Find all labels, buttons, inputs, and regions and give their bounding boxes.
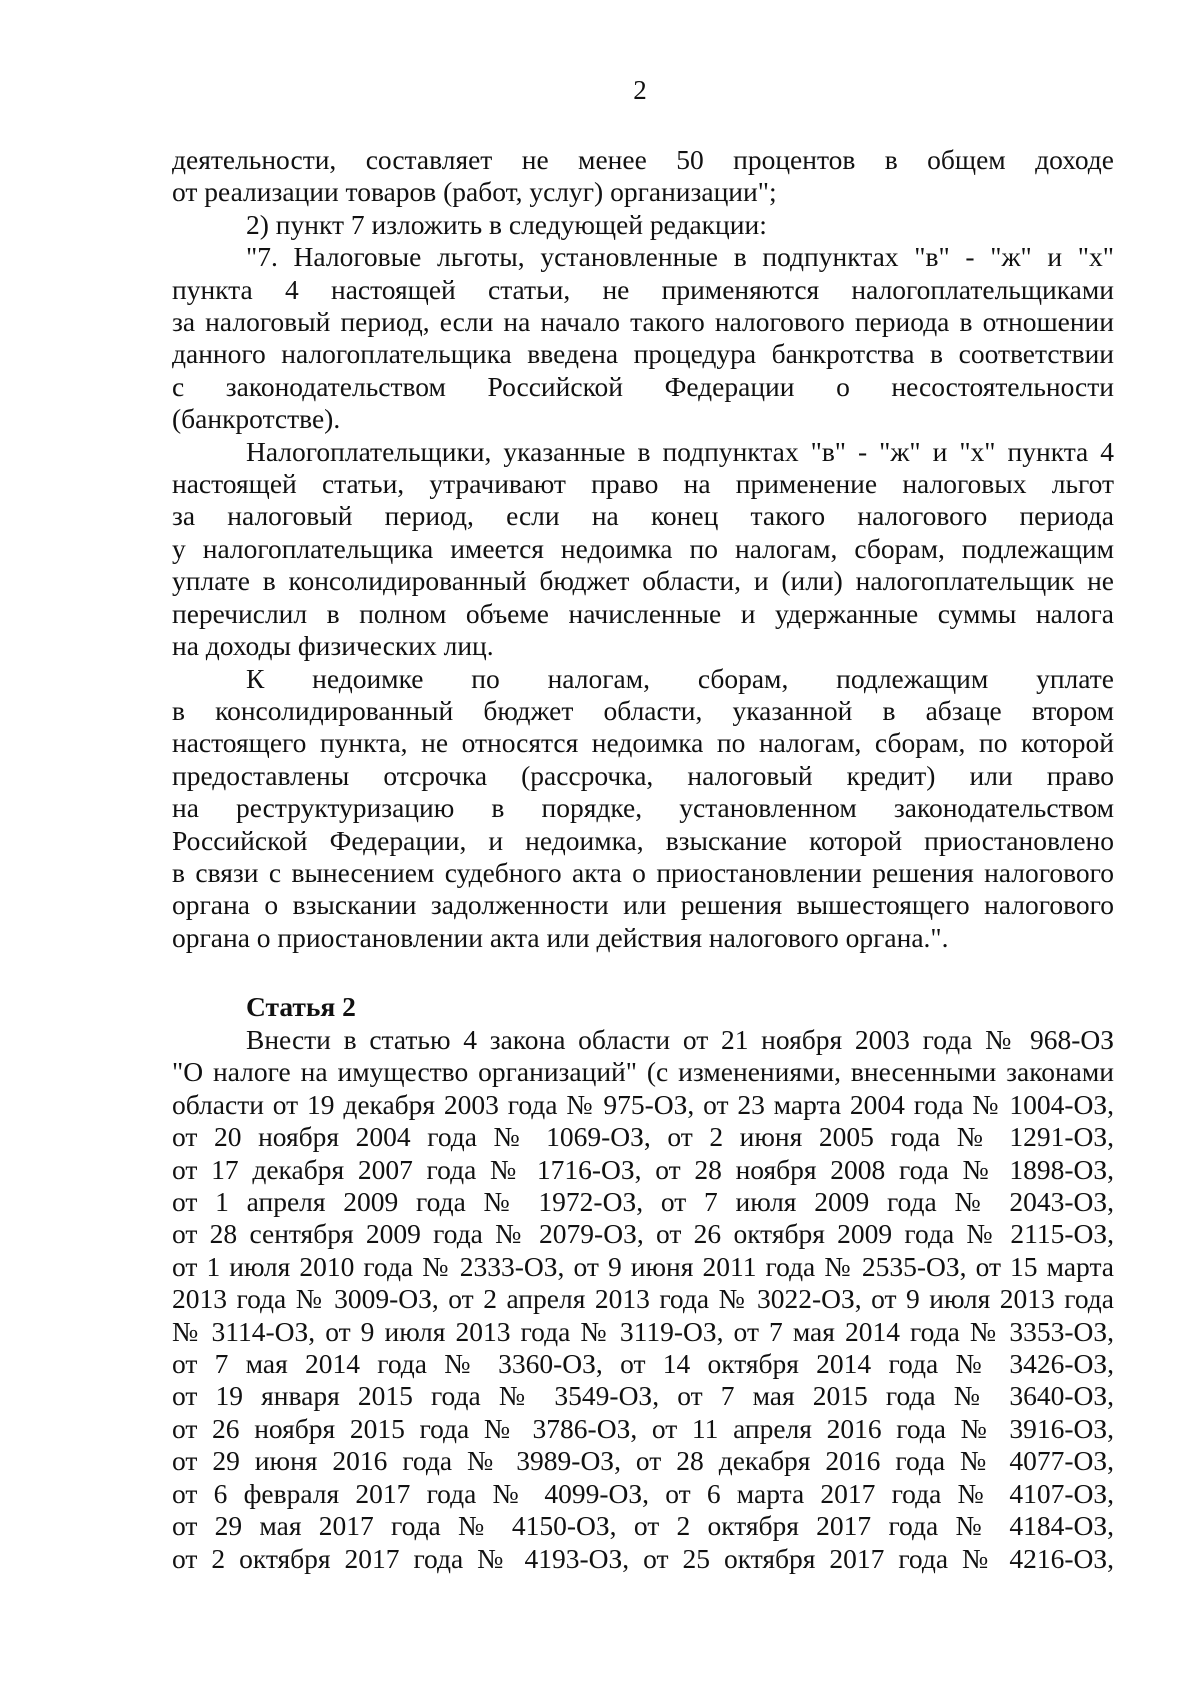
text-line: органа о взыскании задолженности или решения вышестоящего налогового xyxy=(172,889,1114,921)
text-line: от 29 мая 2017 года № 4150-ОЗ, от 2 октября 2017 года № 4184-ОЗ, xyxy=(172,1510,1114,1542)
text-line: в связи с вынесением судебного акта о приостановлении решения налогового xyxy=(172,856,1114,888)
text-line: К недоимке по налогам, сборам, подлежащим уплате xyxy=(246,662,1114,694)
text-line: от реализации товаров (работ, услуг) организации"; xyxy=(172,176,777,208)
text-line: от 17 декабря 2007 года № 1716-ОЗ, от 28 ноября 2008 года № 1898-ОЗ, xyxy=(172,1153,1114,1185)
text-line: Налогоплательщики, указанные в подпунктах "в" - "ж" и "х" пункта 4 xyxy=(246,435,1114,467)
text-line: от 28 сентября 2009 года № 2079-ОЗ, от 26 октября 2009 года № 2115-ОЗ, xyxy=(172,1218,1114,1250)
text-line: "О налоге на имущество организаций" (с изменениями, внесенными законами xyxy=(172,1056,1114,1088)
text-line: № 3114-ОЗ, от 9 июля 2013 года № 3119-ОЗ, от 7 мая 2014 года № 3353-ОЗ, xyxy=(172,1315,1114,1347)
text-line: уплате в консолидированный бюджет области, и (или) налогоплательщик не xyxy=(172,565,1114,597)
text-line: от 29 июня 2016 года № 3989-ОЗ, от 28 декабря 2016 года № 4077-ОЗ, xyxy=(172,1445,1114,1477)
text-line: (банкротстве). xyxy=(172,403,341,435)
text-line: от 1 апреля 2009 года № 1972-ОЗ, от 7 июля 2009 года № 2043-ОЗ, xyxy=(172,1186,1114,1218)
text-line: от 7 мая 2014 года № 3360-ОЗ, от 14 октября 2014 года № 3426-ОЗ, xyxy=(172,1348,1114,1380)
text-line: на доходы физических лиц. xyxy=(172,630,494,662)
text-line: предоставлены отсрочка (рассрочка, налоговый кредит) или право xyxy=(172,759,1114,791)
text-line: "7. Налоговые льготы, установленные в подпунктах "в" - "ж" и "х" xyxy=(246,241,1114,273)
text-line: с законодательством Российской Федерации о несостоятельности xyxy=(172,370,1114,402)
text-line: области от 19 декабря 2003 года № 975-ОЗ, от 23 марта 2004 года № 1004-ОЗ, xyxy=(172,1088,1114,1120)
text-line: на реструктуризацию в порядке, установленном законодательством xyxy=(172,792,1114,824)
article-2-body xyxy=(172,1024,1114,1575)
text-line: 2013 года № 3009-ОЗ, от 2 апреля 2013 года № 3022-ОЗ, от 9 июля 2013 года xyxy=(172,1283,1114,1315)
text-line: от 6 февраля 2017 года № 4099-ОЗ, от 6 марта 2017 года № 4107-ОЗ, xyxy=(172,1477,1114,1509)
text-line: пункта 4 настоящей статьи, не применяются налогоплательщиками xyxy=(172,273,1114,305)
text-line: перечислил в полном объеме начисленные и удержанные суммы налога xyxy=(172,597,1114,629)
text-line: за налоговый период, если на начало такого налогового периода в отношении xyxy=(172,306,1114,338)
text-line: Российской Федерации, и недоимка, взыскание которой приостановлено xyxy=(172,824,1114,856)
article-heading: Статья 2 xyxy=(246,991,356,1022)
text-line: органа о приостановлении акта или действия налогового органа.". xyxy=(172,921,949,953)
text-line: от 1 июля 2010 года № 2333-ОЗ, от 9 июня 2011 года № 2535-ОЗ, от 15 марта xyxy=(172,1250,1114,1282)
page-number: 2 xyxy=(633,75,647,105)
text-line: настоящего пункта, не относятся недоимка по налогам, сборам, по которой xyxy=(172,727,1114,759)
text-line: данного налогоплательщика введена процедура банкротства в соответствии xyxy=(172,338,1114,370)
text-line: от 19 января 2015 года № 3549-ОЗ, от 7 мая 2015 года № 3640-ОЗ, xyxy=(172,1380,1114,1412)
text-line: от 2 октября 2017 года № 4193-ОЗ, от 25 октября 2017 года № 4216-ОЗ, xyxy=(172,1542,1114,1574)
text-line: Внести в статью 4 закона области от 21 ноября 2003 года № 968-ОЗ xyxy=(246,1024,1114,1055)
document-body xyxy=(172,144,1114,954)
text-line: настоящей статьи, утрачивают право на применение налоговых льгот xyxy=(172,468,1114,500)
text-line: от 26 ноября 2015 года № 3786-ОЗ, от 11 апреля 2016 года № 3916-ОЗ, xyxy=(172,1412,1114,1444)
text-line: за налоговый период, если на конец такого налогового периода xyxy=(172,500,1114,532)
text-line: у налогоплательщика имеется недоимка по налогам, сборам, подлежащим xyxy=(172,532,1114,564)
list-item-2: 2) пункт 7 изложить в следующей редакции: xyxy=(246,208,767,240)
text-line: в консолидированный бюджет области, указанной в абзаце втором xyxy=(172,694,1114,726)
text-line: от 20 ноября 2004 года № 1069-ОЗ, от 2 июня 2005 года № 1291-ОЗ, xyxy=(172,1121,1114,1153)
text-line: деятельности, составляет не менее 50 процентов в общем доходе xyxy=(172,144,1114,175)
